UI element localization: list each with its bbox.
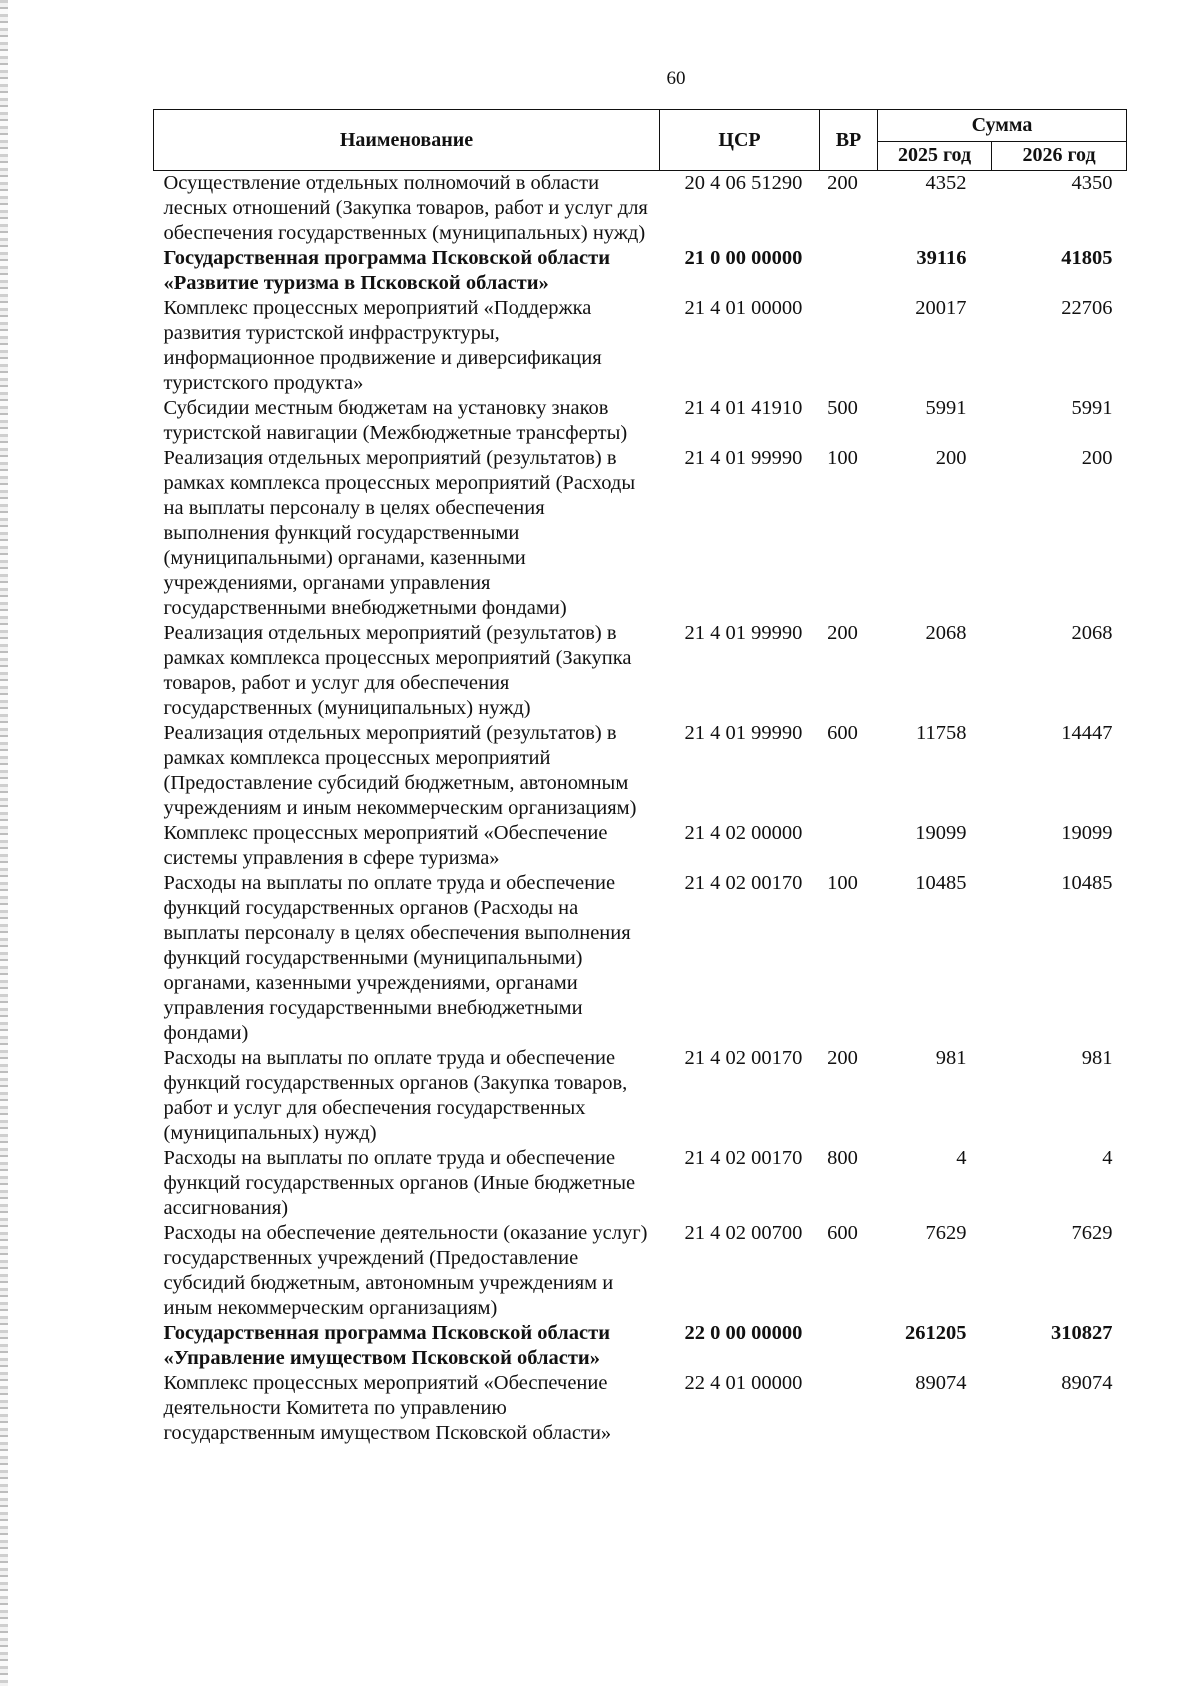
row-name: Реализация отдельных мероприятий (результатов) в рамках комплекса процессных мероприятий (Расходы на выплаты персоналу в целях обеспечения выполнения функций государственными (муниципальными) органами, казенными учреждениями, органами управления государственными внебюджетными фондами) xyxy=(163,447,636,619)
table-row xyxy=(154,246,1127,296)
row-sum-2025: 4 xyxy=(956,1147,967,1169)
row-sum-2026: 200 xyxy=(1081,447,1113,469)
row-csr: 21 4 02 00170 xyxy=(684,1047,803,1069)
row-name: Комплекс процессных мероприятий «Обеспечение деятельности Комитета по управлению государственным имуществом Псковской области» xyxy=(163,1372,612,1444)
table-row xyxy=(154,446,1127,621)
row-vr: 100 xyxy=(827,447,858,469)
row-sum-2025: 261205 xyxy=(905,1322,967,1344)
row-name: Реализация отдельных мероприятий (результатов) в рамках комплекса процессных мероприятий (Предоставление субсидий бюджетным, автономным учреждениям и иным некоммерческим организациям) xyxy=(163,722,637,819)
row-vr xyxy=(820,296,878,396)
row-sum-2025: 7629 xyxy=(925,1222,967,1244)
row-csr: 22 4 01 00000 xyxy=(684,1372,803,1394)
header-year-2026: 2026 год xyxy=(992,141,1127,170)
row-sum-2026: 22706 xyxy=(1061,297,1113,319)
table-row xyxy=(154,296,1127,396)
row-sum-2025: 20017 xyxy=(915,297,967,319)
budget-table-wrapper xyxy=(153,109,1126,1446)
row-name: Реализация отдельных мероприятий (результатов) в рамках комплекса процессных мероприятий (Закупка товаров, работ и услуг для обеспечения государственных (муниципальных) нужд) xyxy=(163,622,632,719)
header-csr: ЦСР xyxy=(660,110,820,171)
row-sum-2026: 5991 xyxy=(1071,397,1113,419)
row-sum-2026: 19099 xyxy=(1061,822,1113,844)
row-name: Расходы на обеспечение деятельности (оказание услуг) государственных учреждений (Предоставление субсидий бюджетным, автономным учреждениям и иным некоммерческим организациям) xyxy=(163,1222,648,1319)
row-sum-2025: 10485 xyxy=(915,872,967,894)
row-sum-2025: 200 xyxy=(935,447,967,469)
row-csr: 21 4 02 00170 xyxy=(684,872,803,894)
row-sum-2026: 89074 xyxy=(1061,1372,1113,1394)
row-csr: 21 4 02 00000 xyxy=(684,822,803,844)
table-row xyxy=(154,1321,1127,1371)
row-name: Комплекс процессных мероприятий «Поддержка развития туристской инфраструктуры, информационное продвижение и диверсификация туристского продукта» xyxy=(163,297,602,394)
table-row xyxy=(154,1221,1127,1321)
row-vr: 100 xyxy=(827,872,858,894)
row-csr: 21 4 01 00000 xyxy=(684,297,803,319)
row-csr: 21 4 01 99990 xyxy=(684,722,803,744)
row-name: Государственная программа Псковской области «Развитие туризма в Псковской области» xyxy=(163,247,611,294)
scan-edge xyxy=(0,0,8,1686)
row-sum-2026: 10485 xyxy=(1061,872,1113,894)
header-name: Наименование xyxy=(154,110,660,171)
budget-table xyxy=(153,109,1127,1446)
row-name: Государственная программа Псковской области «Управление имуществом Псковской области» xyxy=(163,1322,611,1369)
row-sum-2025: 19099 xyxy=(915,822,967,844)
table-row xyxy=(154,721,1127,821)
row-sum-2025: 39116 xyxy=(916,247,967,269)
row-csr: 21 4 02 00700 xyxy=(684,1222,803,1244)
row-csr: 21 4 02 00170 xyxy=(684,1147,803,1169)
row-vr xyxy=(820,246,878,296)
row-vr: 200 xyxy=(827,1047,858,1069)
header-sum: Сумма xyxy=(878,110,1127,142)
row-sum-2025: 4352 xyxy=(925,172,967,194)
row-sum-2026: 14447 xyxy=(1061,722,1113,744)
row-csr: 21 4 01 41910 xyxy=(684,397,803,419)
row-vr: 600 xyxy=(827,722,858,744)
row-csr: 21 4 01 99990 xyxy=(684,447,803,469)
row-sum-2025: 11758 xyxy=(916,722,967,744)
row-sum-2026: 4 xyxy=(1102,1147,1113,1169)
row-sum-2025: 5991 xyxy=(925,397,967,419)
row-sum-2026: 981 xyxy=(1081,1047,1113,1069)
table-row xyxy=(154,1146,1127,1221)
row-csr: 21 0 00 00000 xyxy=(684,247,803,269)
table-row xyxy=(154,396,1127,446)
row-sum-2026: 41805 xyxy=(1061,247,1113,269)
table-row xyxy=(154,1046,1127,1146)
row-vr: 200 xyxy=(827,172,858,194)
row-name: Расходы на выплаты по оплате труда и обеспечение функций государственных органов (Закупка товаров, работ и услуг для обеспечения государственных (муниципальных) нужд) xyxy=(163,1047,628,1144)
row-csr: 21 4 01 99990 xyxy=(684,622,803,644)
row-sum-2025: 89074 xyxy=(915,1372,967,1394)
row-name: Субсидии местным бюджетам на установку знаков туристской навигации (Межбюджетные трансферты) xyxy=(163,397,628,444)
row-sum-2026: 310827 xyxy=(1051,1322,1113,1344)
table-row xyxy=(154,621,1127,721)
row-name: Комплекс процессных мероприятий «Обеспечение системы управления в сфере туризма» xyxy=(163,822,608,869)
row-sum-2025: 981 xyxy=(935,1047,967,1069)
row-vr xyxy=(820,1321,878,1371)
page-number: 60 xyxy=(666,68,686,89)
table-row xyxy=(154,1371,1127,1446)
row-vr: 600 xyxy=(827,1222,858,1244)
row-sum-2026: 4350 xyxy=(1071,172,1113,194)
table-row xyxy=(154,171,1127,247)
table-row xyxy=(154,821,1127,871)
row-vr xyxy=(820,821,878,871)
row-vr xyxy=(820,1371,878,1446)
row-csr: 20 4 06 51290 xyxy=(684,172,803,194)
row-sum-2026: 2068 xyxy=(1071,622,1113,644)
row-vr: 800 xyxy=(827,1147,858,1169)
table-row xyxy=(154,871,1127,1046)
row-vr: 500 xyxy=(827,397,858,419)
row-name: Осуществление отдельных полномочий в области лесных отношений (Закупка товаров, работ и услуг для обеспечения государственных (муниципальных) нужд) xyxy=(163,172,648,244)
row-csr: 22 0 00 00000 xyxy=(684,1322,803,1344)
row-vr: 200 xyxy=(827,622,858,644)
row-sum-2026: 7629 xyxy=(1071,1222,1113,1244)
row-name: Расходы на выплаты по оплате труда и обеспечение функций государственных органов (Иные бюджетные ассигнования) xyxy=(163,1147,636,1219)
row-name: Расходы на выплаты по оплате труда и обеспечение функций государственных органов (Расходы на выплаты персоналу в целях обеспечения выполнения функций государственными (муниципальными) органами, казенными учреждениями, органами управления государственными внебюджетными фондами) xyxy=(163,872,631,1044)
header-year-2025: 2025 год xyxy=(878,141,992,170)
header-vr: ВР xyxy=(820,110,878,171)
row-sum-2025: 2068 xyxy=(925,622,967,644)
